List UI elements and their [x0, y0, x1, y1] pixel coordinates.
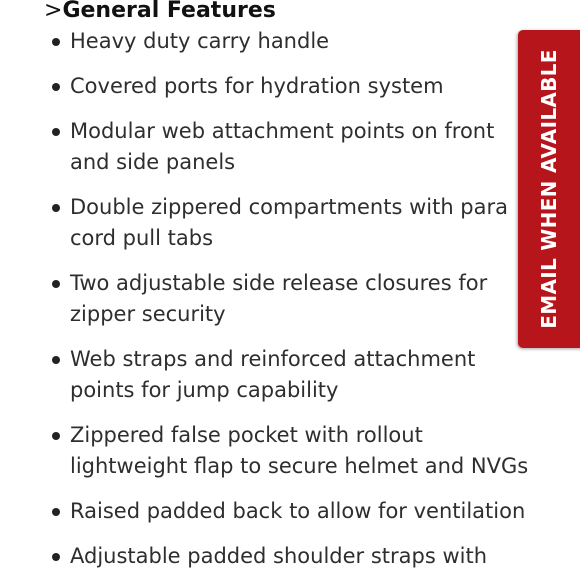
- section-heading-prefix: >: [44, 0, 63, 23]
- section-heading-title: General Features: [62, 0, 276, 23]
- bullet-icon: [52, 432, 60, 440]
- list-item: [0, 344, 540, 406]
- email-when-available-label: EMAIL WHEN AVAILABLE: [537, 49, 561, 329]
- bullet-icon: [52, 280, 60, 288]
- feature-text: Double zippered compartments with para cord pull tabs: [70, 195, 509, 250]
- bullet-icon: [52, 204, 60, 212]
- list-item: [0, 541, 540, 572]
- bullet-icon: [52, 553, 60, 561]
- bullet-icon: [52, 38, 60, 46]
- feature-text: Zippered false pocket with rollout lightweight flap to secure helmet and NVGs: [70, 423, 529, 478]
- list-item: [0, 192, 540, 254]
- list-item: [0, 116, 540, 178]
- email-when-available-button[interactable]: [518, 30, 580, 348]
- feature-text: Covered ports for hydration system: [70, 74, 444, 98]
- bullet-icon: [52, 128, 60, 136]
- list-item: [0, 26, 540, 57]
- bullet-icon: [52, 83, 60, 91]
- list-item: [0, 496, 540, 527]
- bullet-icon: [52, 356, 60, 364]
- feature-text: Adjustable padded shoulder straps with: [70, 544, 488, 568]
- list-item: [0, 71, 540, 102]
- bullet-icon: [52, 508, 60, 516]
- list-item: [0, 268, 540, 330]
- list-item: [0, 420, 540, 482]
- feature-text: Modular web attachment points on front and side panels: [70, 119, 495, 174]
- feature-list: [0, 26, 540, 580]
- feature-text: Raised padded back to allow for ventilation: [70, 499, 526, 523]
- feature-text: Heavy duty carry handle: [70, 29, 330, 53]
- feature-text: Web straps and reinforced attachment points for jump capability: [70, 347, 476, 402]
- feature-text: Two adjustable side release closures for zipper security: [70, 271, 488, 326]
- section-heading: [44, 0, 276, 26]
